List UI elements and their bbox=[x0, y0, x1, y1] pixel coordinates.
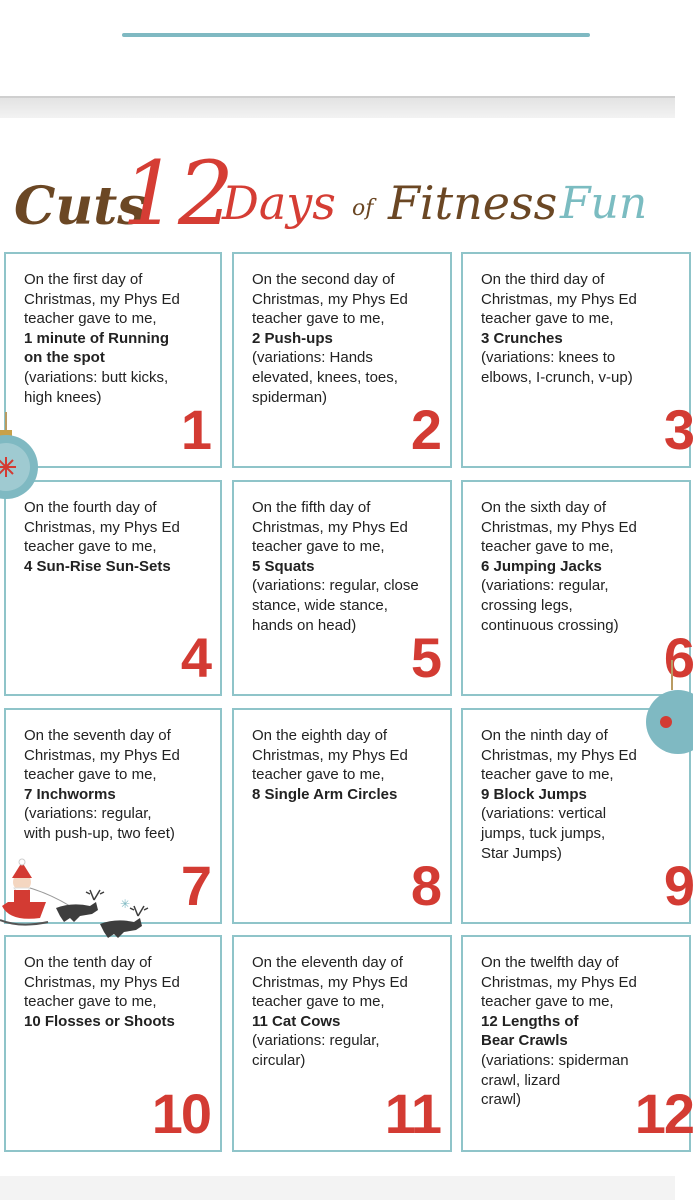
svg-text:✳: ✳ bbox=[120, 897, 131, 911]
card-line3: teacher gave to me, bbox=[252, 766, 385, 784]
exercise-card-12 bbox=[461, 935, 691, 1152]
card-intro: On the second day of bbox=[252, 271, 395, 288]
exercise-card-10 bbox=[4, 935, 222, 1152]
card-intro: On the twelfth day of bbox=[481, 954, 619, 971]
card-variations: (variations: regular, crossing legs, continuous crossing) bbox=[481, 577, 619, 634]
card-intro: On the seventh day of bbox=[24, 727, 171, 744]
reindeer-icon bbox=[56, 890, 148, 938]
card-exercise: 6 Jumping Jacks bbox=[481, 557, 602, 575]
exercise-card-11 bbox=[232, 935, 452, 1152]
card-text bbox=[24, 270, 212, 407]
card-exercise: 1 minute of Running on the spot bbox=[24, 329, 169, 367]
card-line3: teacher gave to me, bbox=[252, 310, 385, 328]
title-word-days: Days bbox=[222, 176, 336, 230]
card-text bbox=[252, 726, 442, 804]
card-exercise: 5 Squats bbox=[252, 557, 315, 575]
card-variations: (variations: regular, close stance, wide stance, hands on head) bbox=[252, 577, 419, 634]
card-line2: Christmas, my Phys Ed bbox=[252, 290, 408, 308]
exercise-card-4 bbox=[4, 480, 222, 696]
card-line3: teacher gave to me, bbox=[24, 538, 157, 556]
card-exercise: 10 Flosses or Shoots bbox=[24, 1012, 175, 1030]
card-variations: (variations: regular, with push-up, two feet) bbox=[24, 805, 175, 842]
card-line3: teacher gave to me, bbox=[24, 993, 157, 1011]
card-line2: Christmas, my Phys Ed bbox=[252, 518, 408, 536]
card-variations: (variations: Hands elevated, knees, toes, spiderman) bbox=[252, 349, 398, 406]
day-number: 9 bbox=[663, 854, 693, 917]
exercise-card-5 bbox=[232, 480, 452, 696]
card-intro: On the third day of bbox=[481, 271, 605, 288]
card-text bbox=[481, 270, 681, 388]
day-number: 7 bbox=[180, 854, 210, 917]
top-accent-line bbox=[122, 33, 590, 37]
santa-sleigh-icon bbox=[0, 858, 160, 938]
card-exercise: 8 Single Arm Circles bbox=[252, 785, 398, 803]
day-number: 10 bbox=[151, 1082, 210, 1145]
card-text bbox=[24, 726, 212, 844]
card-text bbox=[252, 953, 442, 1071]
title-word-of: of bbox=[352, 196, 374, 221]
card-text bbox=[481, 498, 681, 635]
card-variations: (variations: regular, circular) bbox=[252, 1032, 380, 1069]
title-word-fitness: Fitness bbox=[388, 176, 558, 230]
card-line2: Christmas, my Phys Ed bbox=[252, 973, 408, 991]
worksheet-title bbox=[0, 140, 675, 245]
card-line2: Christmas, my Phys Ed bbox=[481, 290, 637, 308]
card-line3: teacher gave to me, bbox=[481, 766, 614, 784]
exercise-card-2 bbox=[232, 252, 452, 468]
title-word-fun: Fun bbox=[560, 178, 648, 229]
card-line3: teacher gave to me, bbox=[481, 993, 614, 1011]
card-text bbox=[252, 270, 442, 407]
card-line2: Christmas, my Phys Ed bbox=[24, 290, 180, 308]
ornament-icon bbox=[644, 660, 684, 760]
title-word-cuts: Cuts bbox=[14, 176, 147, 237]
card-intro: On the eighth day of bbox=[252, 727, 388, 744]
card-exercise: 2 Push-ups bbox=[252, 329, 333, 347]
day-number: 2 bbox=[410, 398, 440, 461]
card-text bbox=[24, 498, 212, 576]
card-intro: On the fourth day of bbox=[24, 499, 157, 516]
exercise-card-3 bbox=[461, 252, 691, 468]
day-number: 6 bbox=[663, 626, 693, 689]
bottom-edge bbox=[0, 1176, 675, 1200]
day-number: 5 bbox=[410, 626, 440, 689]
day-number: 3 bbox=[663, 398, 693, 461]
card-intro: On the fifth day of bbox=[252, 499, 371, 516]
card-line2: Christmas, my Phys Ed bbox=[481, 746, 637, 764]
card-line3: teacher gave to me, bbox=[481, 538, 614, 556]
card-line3: teacher gave to me, bbox=[252, 993, 385, 1011]
day-number: 1 bbox=[180, 398, 210, 461]
card-line2: Christmas, my Phys Ed bbox=[481, 973, 637, 991]
card-line3: teacher gave to me, bbox=[252, 538, 385, 556]
day-number: 8 bbox=[410, 854, 440, 917]
card-exercise: 12 Lengths of Bear Crawls bbox=[481, 1012, 579, 1050]
card-exercise: 7 Inchworms bbox=[24, 785, 116, 803]
day-number: 4 bbox=[180, 626, 210, 689]
card-exercise: 11 Cat Cows bbox=[252, 1012, 341, 1030]
card-line2: Christmas, my Phys Ed bbox=[24, 746, 180, 764]
card-line3: teacher gave to me, bbox=[481, 310, 614, 328]
card-intro: On the sixth day of bbox=[481, 499, 607, 516]
day-number: 11 bbox=[384, 1082, 440, 1145]
card-intro: On the ninth day of bbox=[481, 727, 608, 744]
card-variations: (variations: butt kicks, high knees) bbox=[24, 368, 169, 406]
title-number-12: 12 bbox=[122, 142, 234, 245]
card-line2: Christmas, my Phys Ed bbox=[24, 973, 180, 991]
card-line2: Christmas, my Phys Ed bbox=[481, 518, 637, 536]
card-variations: (variations: spiderman crawl, lizard crawl) bbox=[481, 1051, 629, 1109]
card-exercise: 3 Crunches bbox=[481, 329, 563, 347]
card-text bbox=[252, 498, 442, 635]
top-bar bbox=[0, 0, 675, 96]
card-intro: On the eleventh day of bbox=[252, 954, 403, 971]
ornament-icon bbox=[0, 412, 42, 504]
exercise-card-8 bbox=[232, 708, 452, 924]
card-exercise: 9 Block Jumps bbox=[481, 785, 587, 803]
card-text bbox=[24, 953, 212, 1031]
day-number: 12 bbox=[634, 1082, 693, 1145]
card-exercise: 4 Sun-Rise Sun-Sets bbox=[24, 557, 171, 575]
card-line2: Christmas, my Phys Ed bbox=[24, 518, 180, 536]
card-line2: Christmas, my Phys Ed bbox=[252, 746, 408, 764]
card-line3: teacher gave to me, bbox=[24, 310, 157, 328]
card-intro: On the first day of bbox=[24, 271, 143, 288]
card-variations: (variations: knees to elbows, I-crunch, v-up) bbox=[481, 349, 633, 386]
page-divider bbox=[0, 96, 675, 120]
card-variations: (variations: vertical jumps, tuck jumps, Star Jumps) bbox=[481, 805, 607, 862]
card-intro: On the tenth day of bbox=[24, 954, 152, 971]
card-line3: teacher gave to me, bbox=[24, 766, 157, 784]
